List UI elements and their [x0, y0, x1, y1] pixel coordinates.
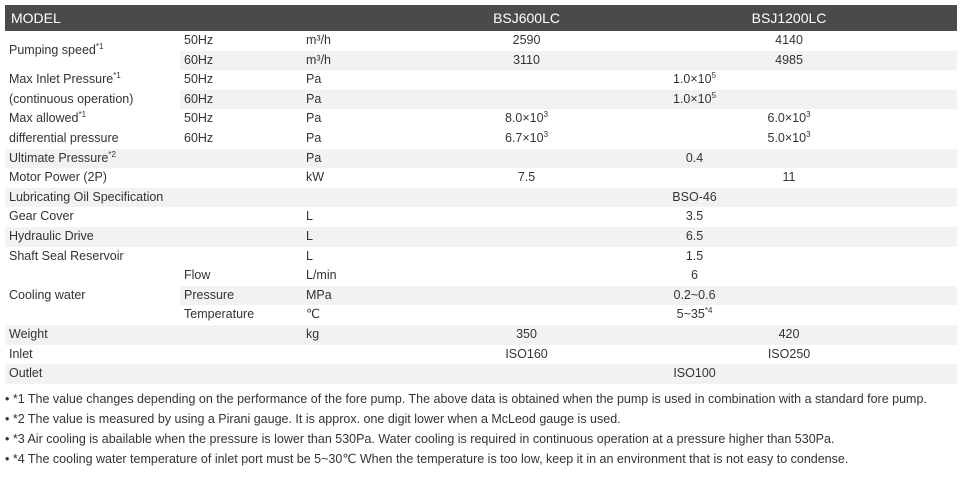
unit: m³/h	[302, 51, 432, 71]
freq-50hz: 50Hz	[184, 72, 214, 87]
table-row	[5, 325, 957, 345]
table-row	[5, 109, 957, 129]
spec-table	[5, 5, 957, 384]
unit: L/min	[306, 268, 337, 283]
outlet-label: Outlet	[5, 364, 432, 384]
unit: m³/h	[306, 33, 331, 47]
value-shared: 5~35$^{*4}$	[676, 306, 713, 322]
unit: L	[306, 209, 313, 224]
value-shared: $1.0\times 10^5$	[432, 90, 957, 110]
value-shared: 3.5	[685, 209, 704, 224]
weight-label: Weight	[5, 325, 302, 345]
value-bsj600lc: 2590	[512, 33, 541, 47]
value-bsj600lc: 7.5	[517, 170, 536, 185]
unit: Pa	[306, 111, 322, 126]
value-bsj1200lc: ISO250	[767, 346, 811, 361]
unit: MPa	[302, 286, 432, 306]
value-shared: ISO100	[432, 364, 957, 384]
shaft-seal-label: Shaft Seal Reservoir	[9, 248, 124, 263]
value-bsj1200lc: 4985	[621, 51, 957, 71]
value-shared: 6	[691, 268, 698, 283]
pumping-speed-label: Pumping speed$^{*1}$	[9, 41, 104, 57]
table-row	[5, 364, 957, 384]
value-bsj600lc: $8.0\times 10^3$	[505, 110, 549, 126]
table-row	[5, 31, 957, 51]
max-differential-pressure-label: Max allowed$^{*1}$ differential pressure	[9, 110, 119, 145]
unit: L	[306, 248, 313, 263]
unit: Pa	[306, 130, 322, 145]
value-shared: $1.0\times 10^5$	[673, 71, 717, 87]
max-inlet-pressure-label: Max Inlet Pressure$^{*1}$ (continuous operation)	[9, 71, 134, 106]
freq-50hz: 50Hz	[184, 111, 214, 126]
footnote-1: • *1 The value changes depending on the performance of the fore pump. The above data is obtained when the pump is used in combination with a standard fore pump.	[5, 392, 927, 406]
model-bsj1200lc: BSJ1200LC	[621, 5, 957, 31]
table-row	[5, 266, 957, 286]
cooling-temperature-label: Temperature	[184, 307, 255, 322]
unit: Pa	[302, 90, 432, 110]
table-row	[5, 247, 957, 267]
cooling-pressure-label: Pressure	[180, 286, 302, 306]
table-row	[5, 168, 957, 188]
value-bsj1200lc: 11	[782, 170, 796, 185]
value-bsj1200lc: 420	[621, 325, 957, 345]
unit: Pa	[306, 72, 322, 87]
value-shared: 0.2~0.6	[432, 286, 957, 306]
table-row	[5, 227, 957, 247]
value-bsj600lc: $6.7\times 10^3$	[505, 129, 549, 145]
value-bsj1200lc: 4140	[775, 33, 803, 47]
table-row	[5, 188, 957, 208]
value-bsj1200lc: $6.0\times 10^3$	[767, 110, 811, 126]
inlet-label: Inlet	[9, 346, 33, 361]
unit: L	[302, 227, 432, 247]
footnotes	[5, 389, 955, 469]
footnote-4: • *4 The cooling water temperature of inlet port must be 5~30℃ When the temperature is too low, keep it in an environment that is not easy to condense.	[5, 452, 849, 466]
table-row	[5, 70, 957, 90]
unit: ℃	[306, 307, 321, 322]
table-row	[5, 345, 957, 365]
table-row	[5, 207, 957, 227]
gear-cover-label: Gear Cover	[9, 209, 74, 224]
footnote-2: • *2 The value is measured by using a Pirani gauge. It is approx. one digit lower when a McLeod gauge is used.	[5, 412, 621, 426]
cooling-water-label: Cooling water	[9, 287, 86, 302]
header-row	[5, 5, 957, 31]
freq-60hz: 60Hz	[180, 90, 302, 110]
freq-60hz: 60Hz	[180, 51, 302, 71]
value-bsj600lc: ISO160	[505, 346, 548, 361]
motor-power-label: Motor Power (2P)	[9, 170, 107, 185]
value-shared: BSO-46	[432, 188, 957, 208]
cooling-flow-label: Flow	[184, 268, 211, 283]
footnote-3: • *3 Air cooling is abailable when the pressure is lower than 530Pa. Water cooling is required in continuous operation at a pressure higher than 530Pa.	[5, 432, 835, 446]
model-header: MODEL	[5, 5, 432, 31]
lubricating-oil-label: Lubricating Oil Specification	[5, 188, 432, 208]
unit: Pa	[302, 149, 432, 169]
value-shared: 6.5	[432, 227, 957, 247]
value-bsj1200lc: $5.0\times 10^3$	[767, 129, 811, 145]
unit: kg	[302, 325, 432, 345]
freq-60hz: 60Hz	[184, 130, 214, 145]
ultimate-pressure-label: Ultimate Pressure$^{*2}$	[5, 149, 302, 169]
unit: kW	[306, 170, 325, 185]
hydraulic-drive-label: Hydraulic Drive	[5, 227, 302, 247]
table-row	[5, 149, 957, 169]
value-shared: 1.5	[685, 248, 704, 263]
freq-50hz: 50Hz	[184, 33, 214, 47]
value-bsj600lc: 350	[432, 325, 621, 345]
model-bsj600lc: BSJ600LC	[432, 5, 621, 31]
value-bsj600lc: 3110	[432, 51, 621, 71]
value-shared: 0.4	[432, 149, 957, 169]
